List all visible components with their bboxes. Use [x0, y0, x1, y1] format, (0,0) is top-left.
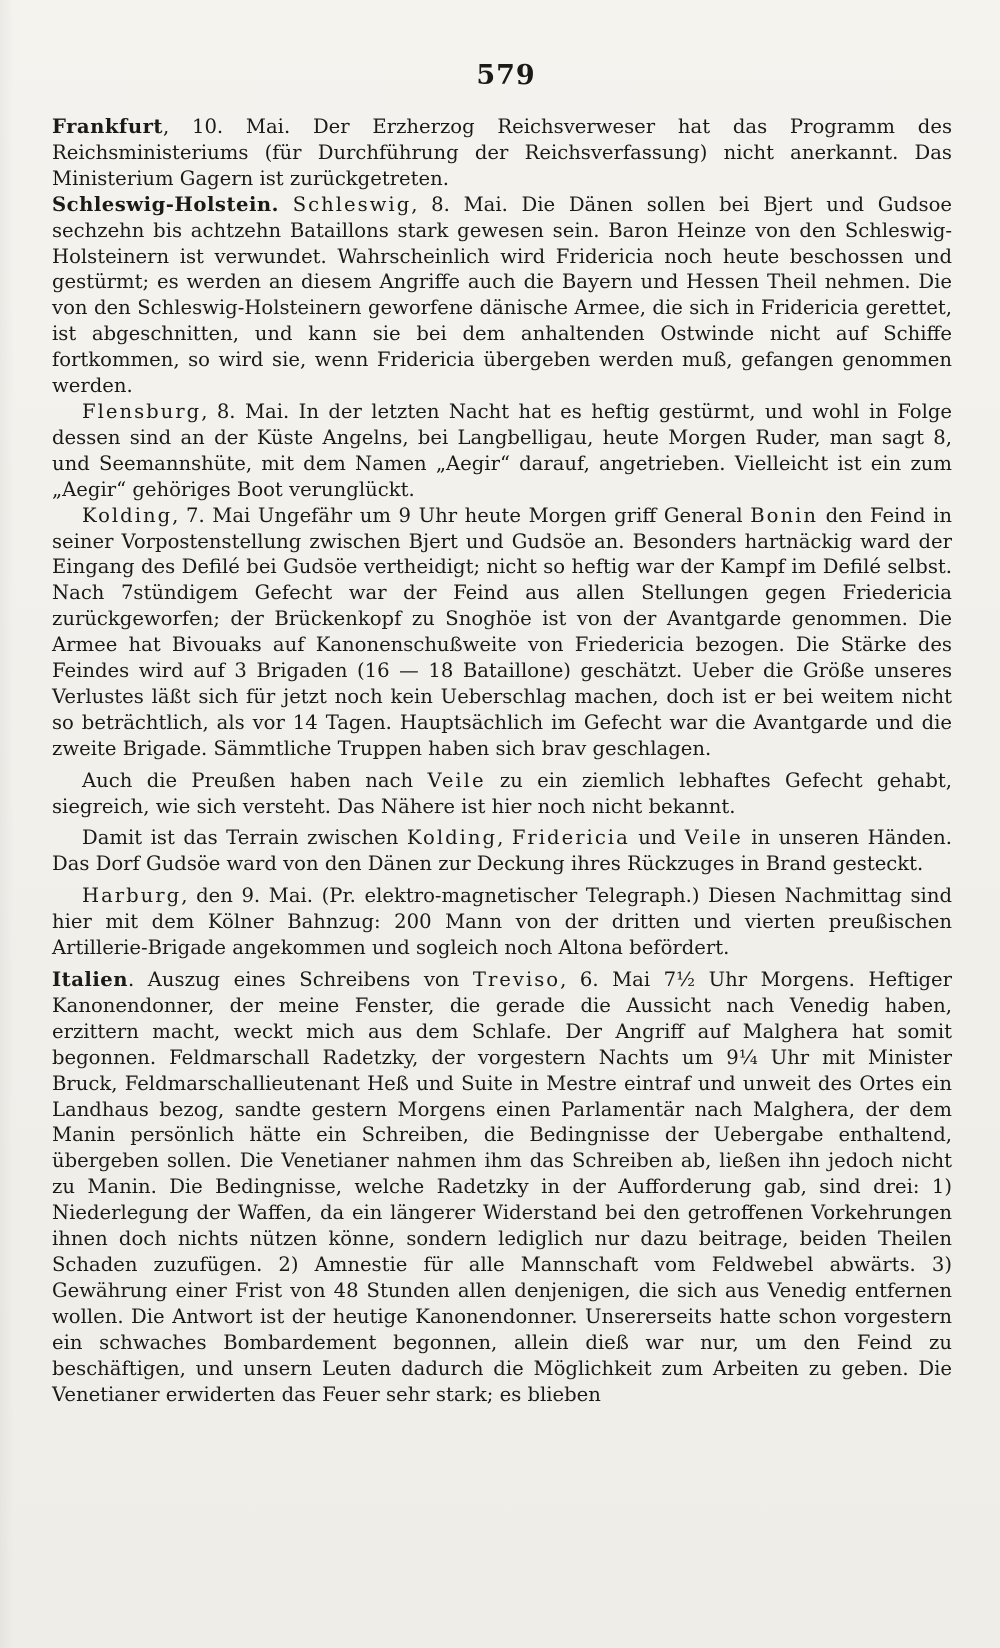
schleswig-heading: Schleswig-Holstein.	[52, 192, 279, 216]
italien-paragraph	[52, 967, 952, 1407]
page-number: 579	[476, 60, 536, 91]
terrain-place-fridericia: Fridericia	[511, 826, 630, 850]
schleswig-text: , 8. Mai. Die Dänen sollen bei Bjert und Gudsoe sechzehn bis achtzehn Bataillons stark gewesen sein. Baron Heinze von den Schleswig-Holsteinern ist verwundet. Wahrscheinlich wird Fridericia noch heute beschossen und gestürmt; es werden an diesem Angriffe auch die Bayern und Hessen Theil nehmen. Die von den Schleswig-Holsteinern geworfene dänische Armee, die sich in Fridericia gerettet, ist abgeschnitten, und kann sie bei dem anhaltenden Ostwinde nicht auf Schiffe fortkommen, so wird sie, wenn Fridericia übergeben werden muß, gefangen genommen werden.	[52, 192, 952, 398]
preussen-paragraph	[52, 768, 952, 820]
preussen-place: Veile	[427, 768, 486, 792]
harburg-text: , den 9. Mai. (Pr. elektro-magnetischer Telegraph.) Diesen Nachmittag sind hier mit dem Kölner Bahnzug: 200 Mann von der dritten und vierten preußischen Artillerie-Brigade angekommen und sogleich noch Altona befördert.	[52, 884, 952, 960]
page-edge-shadow	[0, 0, 14, 1648]
italien-heading: Italien	[52, 968, 129, 991]
kolding-paragraph	[52, 503, 952, 762]
terrain-sep-1: ,	[497, 826, 512, 850]
kolding-general: Bonin	[750, 503, 818, 527]
kolding-text-b: den Feind in seiner Vorpostenstellung zwischen Bjert und Gudsöe an. Besonders hartnäckig ward der Eingang des Defilé bei Gudsöe vertheidigt; nicht so heftig war der Kampf im Defilé selbst. Nach 7stündigem Gefecht war der Feind aus allen Stellungen gegen Friedericia zurückgeworfen; der Brückenkopf zu Snoghöe ist von der Avantgarde genommen. Die Armee hat Bivouaks auf Kanonenschußweite von Friedericia bezogen. Die Stärke des Feindes wird auf 3 Brigaden (16 — 18 Bataillone) geschätzt. Ueber die Größe unseres Verlustes läßt sich für jetzt noch kein Ueberschlag machen, doch ist er bei weitem nicht so beträchtlich, als vor 14 Tagen. Hauptsächlich im Gefecht war die Avantgarde und die zweite Brigade. Sämmtliche Truppen haben sich brav geschlagen.	[52, 503, 952, 760]
harburg-place: Harburg	[82, 884, 182, 908]
flensburg-text: , 8. Mai. In der letzten Nacht hat es heftig gestürmt, und wohl in Folge dessen sind an der Küste Angelns, bei Langbelligau, heute Morgen Ruder, man sagt 8, und Seemannshüte, mit dem Namen „Aegir“ darauf, angetrieben. Vielleicht ist ein zum „Aegir“ gehöriges Boot verunglückt.	[52, 399, 952, 501]
schleswig-place: Schleswig	[292, 192, 412, 216]
harburg-paragraph	[52, 883, 952, 961]
frankfurt-paragraph	[52, 114, 952, 192]
preussen-text-b: zu ein ziemlich lebhaftes Gefecht gehabt, siegreich, wie sich versteht. Das Nähere ist hier noch nicht bekannt.	[52, 768, 952, 818]
terrain-place-kolding: Kolding	[406, 826, 498, 850]
frankfurt-text: , 10. Mai. Der Erzherzog Reichsverweser hat das Programm des Reichsministeriums (für Durchführung der Reichsverfassung) nicht anerkannt. Das Ministerium Gagern ist zurückgetreten.	[52, 115, 952, 190]
terrain-place-veile: Veile	[684, 826, 743, 850]
kolding-text-a: , 7. Mai Ungefähr um 9 Uhr heute Morgen griff General	[172, 503, 751, 527]
terrain-sep-2: und	[629, 826, 685, 850]
terrain-paragraph	[52, 825, 952, 877]
schleswig-paragraph	[52, 192, 952, 399]
italien-place: Treviso	[472, 968, 561, 991]
flensburg-place: Flensburg	[82, 399, 202, 423]
preussen-text-a: Auch die Preußen haben nach	[82, 768, 428, 792]
kolding-place: Kolding	[82, 503, 173, 527]
terrain-text-b: in unseren Händen. Das Dorf Gudsöe ward von den Dänen zur Deckung ihres Rückzuges in Brand gesteckt.	[52, 826, 952, 876]
italien-text-a: . Auszug eines Schreibens von	[128, 968, 473, 991]
flensburg-paragraph	[52, 399, 952, 503]
terrain-text-a: Damit ist das Terrain zwischen	[82, 826, 407, 850]
article-body	[52, 114, 952, 1407]
italien-text-b: , 6. Mai 7½ Uhr Morgens. Heftiger Kanonendonner, der meine Fenster, die gerade die Aussicht nach Venedig haben, erzittern macht, weckt mich aus dem Schlafe. Der Angriff auf Malghera hat somit begonnen. Feldmarschall Radetzky, der vorgestern Nachts um 9¼ Uhr mit Minister Bruck, Feldmarschallieutenant Heß und Suite in Mestre eintraf und unweit des Ortes ein Landhaus bezog, sandte gestern Morgens einen Parlamentär nach Malghera, der dem Manin persönlich hätte ein Schreiben, die Bedingnisse der Uebergabe enthaltend, übergeben sollen. Die Venetianer nahmen ihm das Schreiben ab, ließen ihn jedoch nicht zu Manin. Die Bedingnisse, welche Radetzky in der Aufforderung gab, sind drei: 1) Niederlegung der Waffen, da ein längerer Widerstand bei den getroffenen Vorkehrungen ihnen doch nichts nützen könne, sondern lediglich nur dazu beitrage, beiden Theilen Schaden zuzufügen. 2) Amnestie für alle Mannschaft vom Feldwebel abwärts. 3) Gewährung einer Frist von 48 Stunden allen denjenigen, die sich aus Venedig entfernen wollen. Die Antwort ist der heutige Kanonendonner. Unsererseits hatte schon vorgestern ein schwaches Bombardement begonnen, allein dieß war nur, um den Feind zu beschäftigen, und unsern Leuten dadurch die Möglichkeit zum Arbeiten zu geben. Die Venetianer erwiderten das Feuer sehr stark; es blieben	[52, 968, 952, 1406]
frankfurt-heading: Frankfurt	[52, 115, 163, 138]
